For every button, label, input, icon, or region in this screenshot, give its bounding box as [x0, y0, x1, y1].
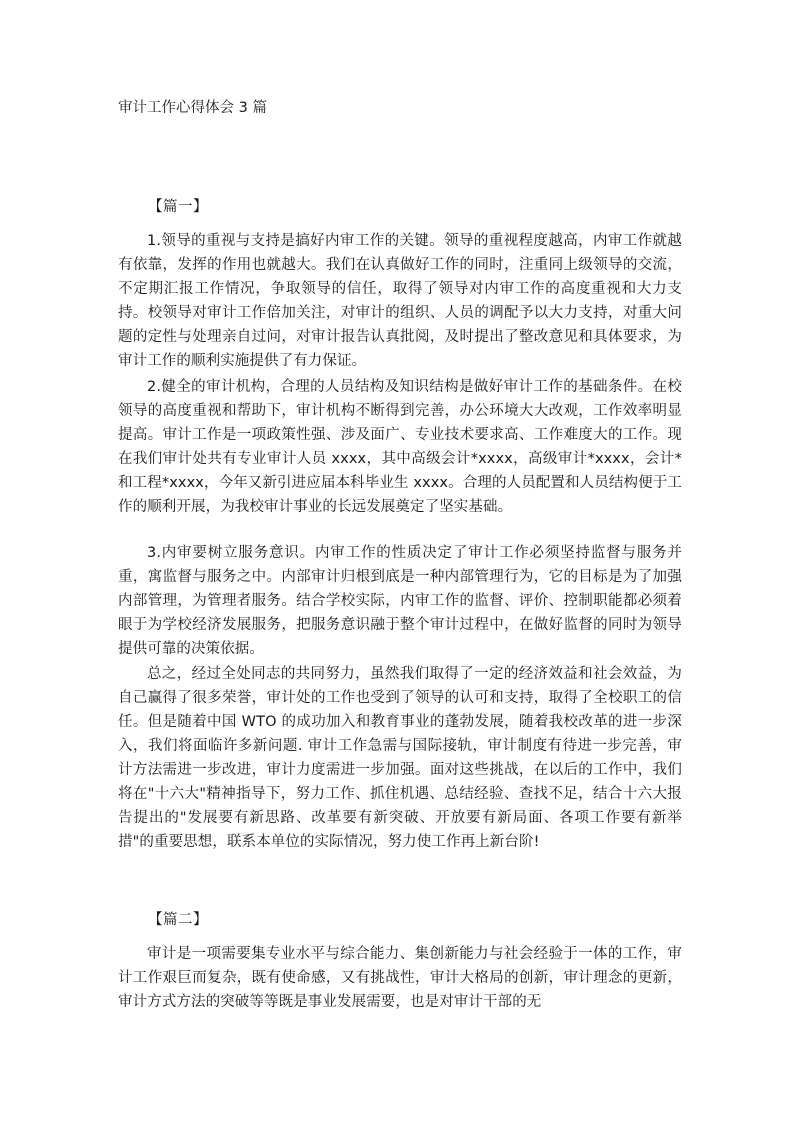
document-title: 审计工作心得体会 3 篇	[118, 100, 267, 116]
paragraph: 2.健全的审计机构，合理的人员结构及知识结构是做好审计工作的基础条件。在校领导的高度重视和帮助下，审计机构不断得到完善，办公环境大大改观，工作效率明显提高。审计工作是一项政策性强、涉及面广、专业技术要求高、工作难度大的工作。现在我们审计处共有专业审计人员 xxxx，其中高级会计*xxxx，高级审计*xxxx，会计*和工程*xxxx，今年又新引进应届本科毕业生 xxxx。合理的人员配置和人员结构便于工作的顺利开展，为我校审计事业的长远发展奠定了坚实基础。	[118, 379, 682, 515]
paragraph: 总之，经过全处同志的共同努力，虽然我们取得了一定的经济效益和社会效益，为自己赢得了很多荣誉，审计处的工作也受到了领导的认可和支持，取得了全校职工的信任。但是随着中国 WTO 的成功加入和教育事业的蓬勃发展，随着我校改革的进一步深入，我们将面临许多新问题. 审计工作急需与国际接轨，审计制度有待进一步完善，审计方法需进一步改进，审计力度需进一步加强。面对这些挑战，在以后的工作中，我们将在"十六大"精神指导下，努力工作、抓住机遇、总结经验、查找不足，结合十六大报告提出的"发展要有新思路、改革要有新突破、开放要有新局面、各项工作要有新举措"的重要思想，联系本单位的实际情况，努力使工作再上新台阶!	[118, 666, 682, 850]
section-heading-2: 【篇二】	[148, 912, 208, 928]
paragraph: 审计是一项需要集专业水平与综合能力、集创新能力与社会经验于一体的工作，审计工作艰巨而复杂，既有使命感，又有挑战性，审计大格局的创新，审计理念的更新，审计方式方法的突破等等既是事业发展需要，也是对审计干部的无	[118, 946, 682, 1010]
section-heading-1: 【篇一】	[148, 199, 208, 215]
paragraph: 3.内审要树立服务意识。内审工作的性质决定了审计工作必须坚持监督与服务并重，寓监督与服务之中。内部审计归根到底是一种内部管理行为，它的目标是为了加强内部管理，为管理者服务。结合学校实际，内审工作的监督、评价、控制职能都必须着眼于为学校经济发展服务，把服务意识融于整个审计过程中，在做好监督的同时为领导提供可靠的决策依据。	[118, 545, 682, 657]
paragraph: 1.领导的重视与支持是搞好内审工作的关键。领导的重视程度越高，内审工作就越有依靠，发挥的作用也就越大。我们在认真做好工作的同时，注重同上级领导的交流，不定期汇报工作情况，争取领导的信任，取得了领导对内审工作的高度重视和大力支持。校领导对审计工作倍加关注，对审计的组织、人员的调配予以大力支持，对重大问题的定性与处理亲自过问，对审计报告认真批阅，及时提出了整改意见和具体要求，为审计工作的顺利实施提供了有力保证。	[118, 233, 682, 369]
